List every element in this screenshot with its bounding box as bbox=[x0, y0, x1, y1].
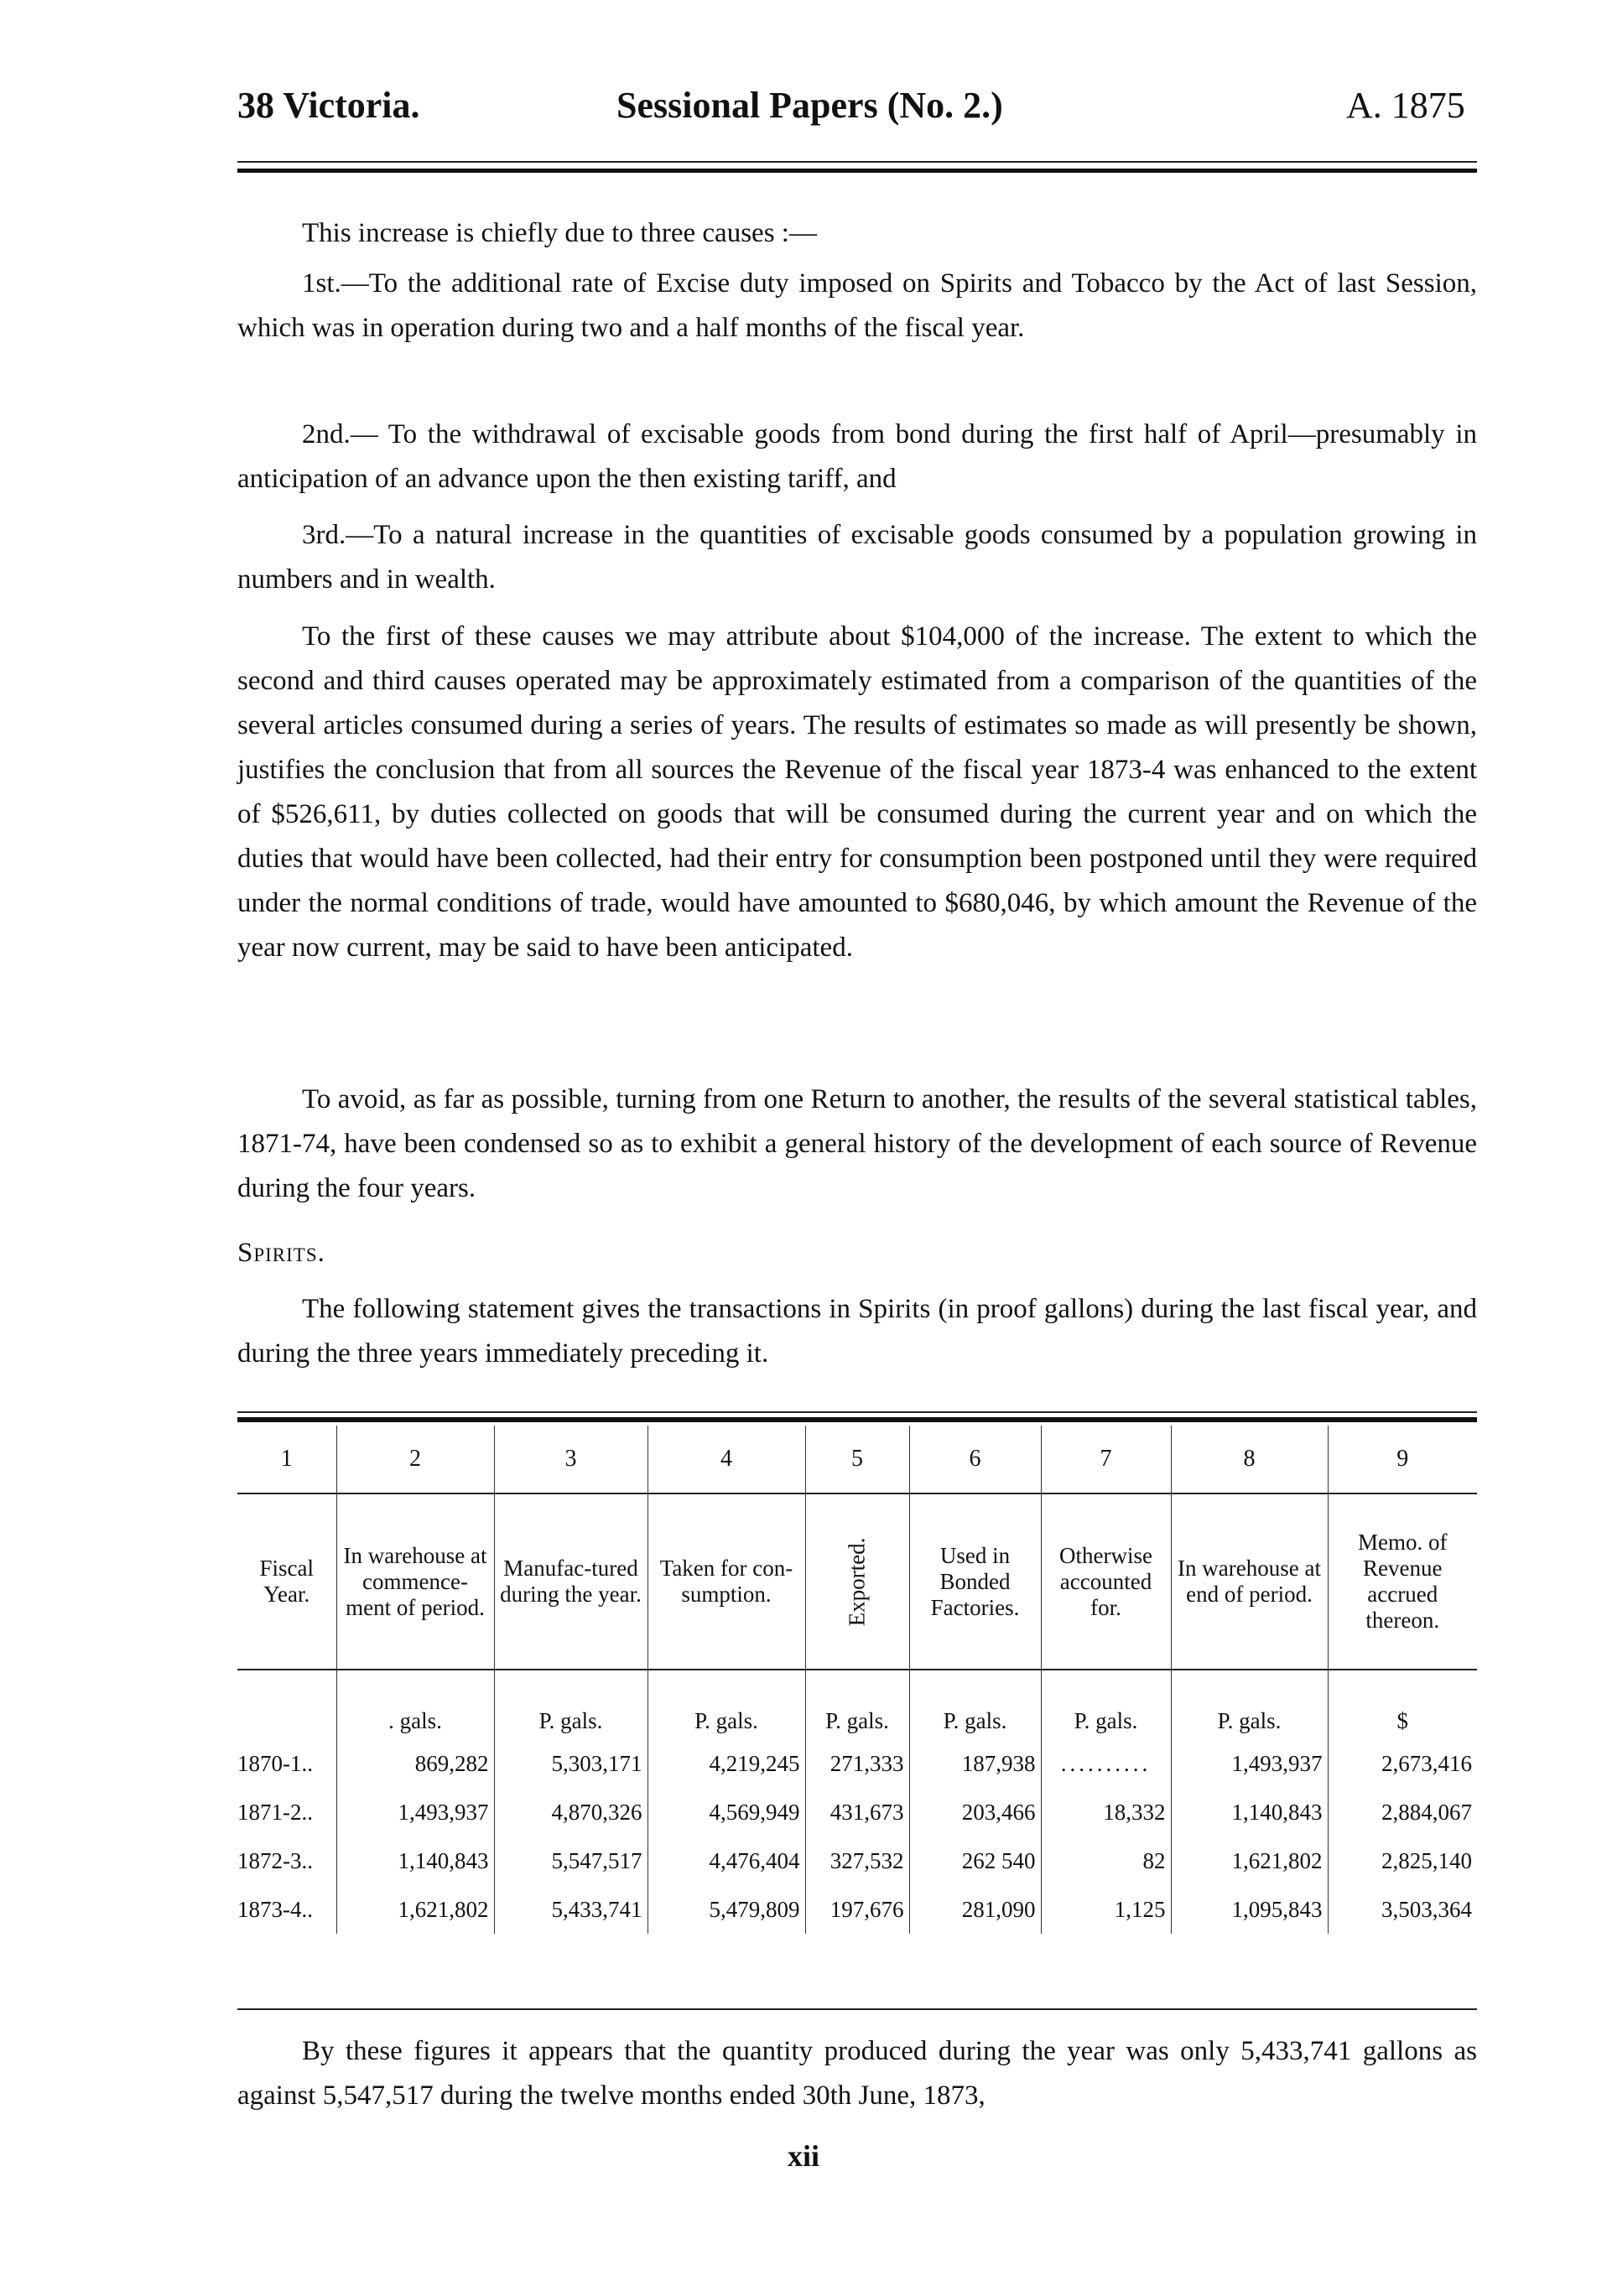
header-fiscal-year: Fiscal Year. bbox=[237, 1493, 336, 1670]
table-cell: .......... bbox=[1041, 1739, 1171, 1788]
header-warehouse-end: In warehouse at end of period. bbox=[1171, 1493, 1328, 1670]
column-number: 3 bbox=[494, 1426, 647, 1493]
header-taken-for-consumption: Taken for con-sumption. bbox=[647, 1493, 805, 1670]
unit-cell: P. gals. bbox=[909, 1670, 1041, 1739]
table-cell: 2,884,067 bbox=[1328, 1788, 1477, 1836]
unit-cell: P. gals. bbox=[1041, 1670, 1171, 1739]
header-sessional-papers: Sessional Papers (No. 2.) bbox=[616, 85, 1003, 126]
paragraph-statement-intro: The following statement gives the transactions in Spirits (in proof gallons) during the last fiscal year, and during the three years immediately preceding it. bbox=[237, 1294, 1477, 1369]
header-warehouse-start: In warehouse at commence-ment of period. bbox=[336, 1493, 494, 1670]
header-rule-thick bbox=[237, 169, 1477, 173]
column-number: 5 bbox=[805, 1426, 909, 1493]
page-number: xii bbox=[787, 2139, 819, 2173]
paragraph-intro: This increase is chiefly due to three causes :— bbox=[302, 218, 817, 248]
table-cell: 18,332 bbox=[1041, 1788, 1171, 1836]
header-regnal-year: 38 Victoria. bbox=[237, 85, 420, 126]
table-cell: 262 540 bbox=[909, 1836, 1041, 1885]
table-cell: 5,547,517 bbox=[494, 1836, 647, 1885]
table-top-rule bbox=[237, 1411, 1477, 1413]
table-cell: 1,493,937 bbox=[1171, 1739, 1328, 1788]
column-number: 2 bbox=[336, 1426, 494, 1493]
table-cell: 3,503,364 bbox=[1328, 1885, 1477, 1934]
spirits-table bbox=[237, 1426, 1477, 1934]
units-row bbox=[237, 1670, 1477, 1739]
table-cell: 1,621,802 bbox=[1171, 1836, 1328, 1885]
fiscal-year-cell: 1872-3.. bbox=[237, 1847, 313, 1873]
paragraph-figures-conclusion: By these figures it appears that the quantity produced during the year was only 5,433,741 gallons as against 5,547,517 during the twelve months ended 30th June, 1873, bbox=[237, 2036, 1477, 2111]
table-top-rule-thick bbox=[237, 1417, 1477, 1422]
page-header bbox=[0, 84, 1607, 134]
table-cell: 5,303,171 bbox=[494, 1739, 647, 1788]
table-row bbox=[237, 1836, 1477, 1885]
table-cell: 271,333 bbox=[805, 1739, 909, 1788]
table-cell: 4,569,949 bbox=[647, 1788, 805, 1836]
paragraph-condensed-tables: To avoid, as far as possible, turning from one Return to another, the results of the several statistical tables, 1871-74, have been condensed so as to exhibit a general history of the development of each source of Revenue during the four years. bbox=[237, 1084, 1477, 1203]
fiscal-year-cell: 1873-4.. bbox=[237, 1896, 313, 1922]
table-bottom-rule bbox=[237, 2008, 1477, 2010]
table-cell: 1,095,843 bbox=[1171, 1885, 1328, 1934]
section-heading-spirits: Spirits. bbox=[237, 1238, 325, 1268]
table-cell: 1,140,843 bbox=[336, 1836, 494, 1885]
table-cell: 5,433,741 bbox=[494, 1885, 647, 1934]
table-cell: 5,479,809 bbox=[647, 1885, 805, 1934]
table-cell: 431,673 bbox=[805, 1788, 909, 1836]
table-cell: 1,493,937 bbox=[336, 1788, 494, 1836]
column-number: 6 bbox=[909, 1426, 1041, 1493]
table-cell: 82 bbox=[1041, 1836, 1171, 1885]
table-cell: 1,140,843 bbox=[1171, 1788, 1328, 1836]
table-cell: 4,476,404 bbox=[647, 1836, 805, 1885]
paragraph-estimates: To the first of these causes we may attribute about $104,000 of the increase. The extent to which the second and third causes operated may be approximately estimated from a comparison of the quantities of the several articles consumed during a series of years. The results of estimates so made as will presently be shown, justifies the conclusion that from all sources the Revenue of the fiscal year 1873-4 was enhanced to the extent of $526,611, by duties collected on goods that will be consumed during the current year and on which the duties that would have been collected, had their entry for consumption been postponed until they were required under the normal conditions of trade, would have amounted to $680,046, by which amount the Revenue of the year now current, may be said to have been anticipated. bbox=[237, 621, 1477, 963]
fiscal-year-cell: 1870-1.. bbox=[237, 1750, 313, 1776]
column-number-row bbox=[237, 1426, 1477, 1493]
table-cell: 203,466 bbox=[909, 1788, 1041, 1836]
unit-cell: P. gals. bbox=[1171, 1670, 1328, 1739]
table-cell: 1,125 bbox=[1041, 1885, 1171, 1934]
header-revenue-memo: Memo. of Revenue accrued thereon. bbox=[1328, 1493, 1477, 1670]
column-header-row bbox=[237, 1493, 1477, 1670]
header-bonded-factories: Used in Bonded Factories. bbox=[909, 1493, 1041, 1670]
paragraph-third-cause: 3rd.—To a natural increase in the quantities of excisable goods consumed by a population growing in numbers and in wealth. bbox=[237, 520, 1477, 595]
paragraph-first-cause: 1st.—To the additional rate of Excise duty imposed on Spirits and Tobacco by the Act of last Session, which was in operation during two and a half months of the fiscal year. bbox=[237, 268, 1477, 343]
unit-cell bbox=[237, 1670, 336, 1739]
column-number: 8 bbox=[1171, 1426, 1328, 1493]
table-cell: 2,673,416 bbox=[1328, 1739, 1477, 1788]
unit-cell: P. gals. bbox=[805, 1670, 909, 1739]
column-number: 1 bbox=[237, 1426, 336, 1493]
column-number: 9 bbox=[1328, 1426, 1477, 1493]
table-row bbox=[237, 1885, 1477, 1934]
table-cell: 869,282 bbox=[336, 1739, 494, 1788]
header-exported-cell bbox=[805, 1493, 909, 1670]
header-exported: Exported. bbox=[844, 1537, 870, 1626]
table-cell: 327,532 bbox=[805, 1836, 909, 1885]
table-cell: 4,219,245 bbox=[647, 1739, 805, 1788]
paragraph-second-cause: 2nd.— To the withdrawal of excisable goods from bond during the first half of April—presumably in anticipation of an advance upon the then existing tariff, and bbox=[237, 419, 1477, 494]
table-cell: 187,938 bbox=[909, 1739, 1041, 1788]
table-row bbox=[237, 1739, 1477, 1788]
unit-cell: . gals. bbox=[336, 1670, 494, 1739]
fiscal-year-cell: 1871-2.. bbox=[237, 1799, 313, 1825]
table-cell: 2,825,140 bbox=[1328, 1836, 1477, 1885]
table-cell: 281,090 bbox=[909, 1885, 1041, 1934]
table-cell: 4,870,326 bbox=[494, 1788, 647, 1836]
unit-cell: P. gals. bbox=[647, 1670, 805, 1739]
table-cell: 197,676 bbox=[805, 1885, 909, 1934]
unit-cell: $ bbox=[1328, 1670, 1477, 1739]
header-otherwise-accounted: Otherwise accounted for. bbox=[1041, 1493, 1171, 1670]
header-year: A. 1875 bbox=[1346, 85, 1465, 126]
column-number: 4 bbox=[647, 1426, 805, 1493]
unit-cell: P. gals. bbox=[494, 1670, 647, 1739]
column-number: 7 bbox=[1041, 1426, 1171, 1493]
header-manufactured: Manufac-tured during the year. bbox=[494, 1493, 647, 1670]
table-cell: 1,621,802 bbox=[336, 1885, 494, 1934]
table-row bbox=[237, 1788, 1477, 1836]
header-rule bbox=[237, 161, 1477, 163]
